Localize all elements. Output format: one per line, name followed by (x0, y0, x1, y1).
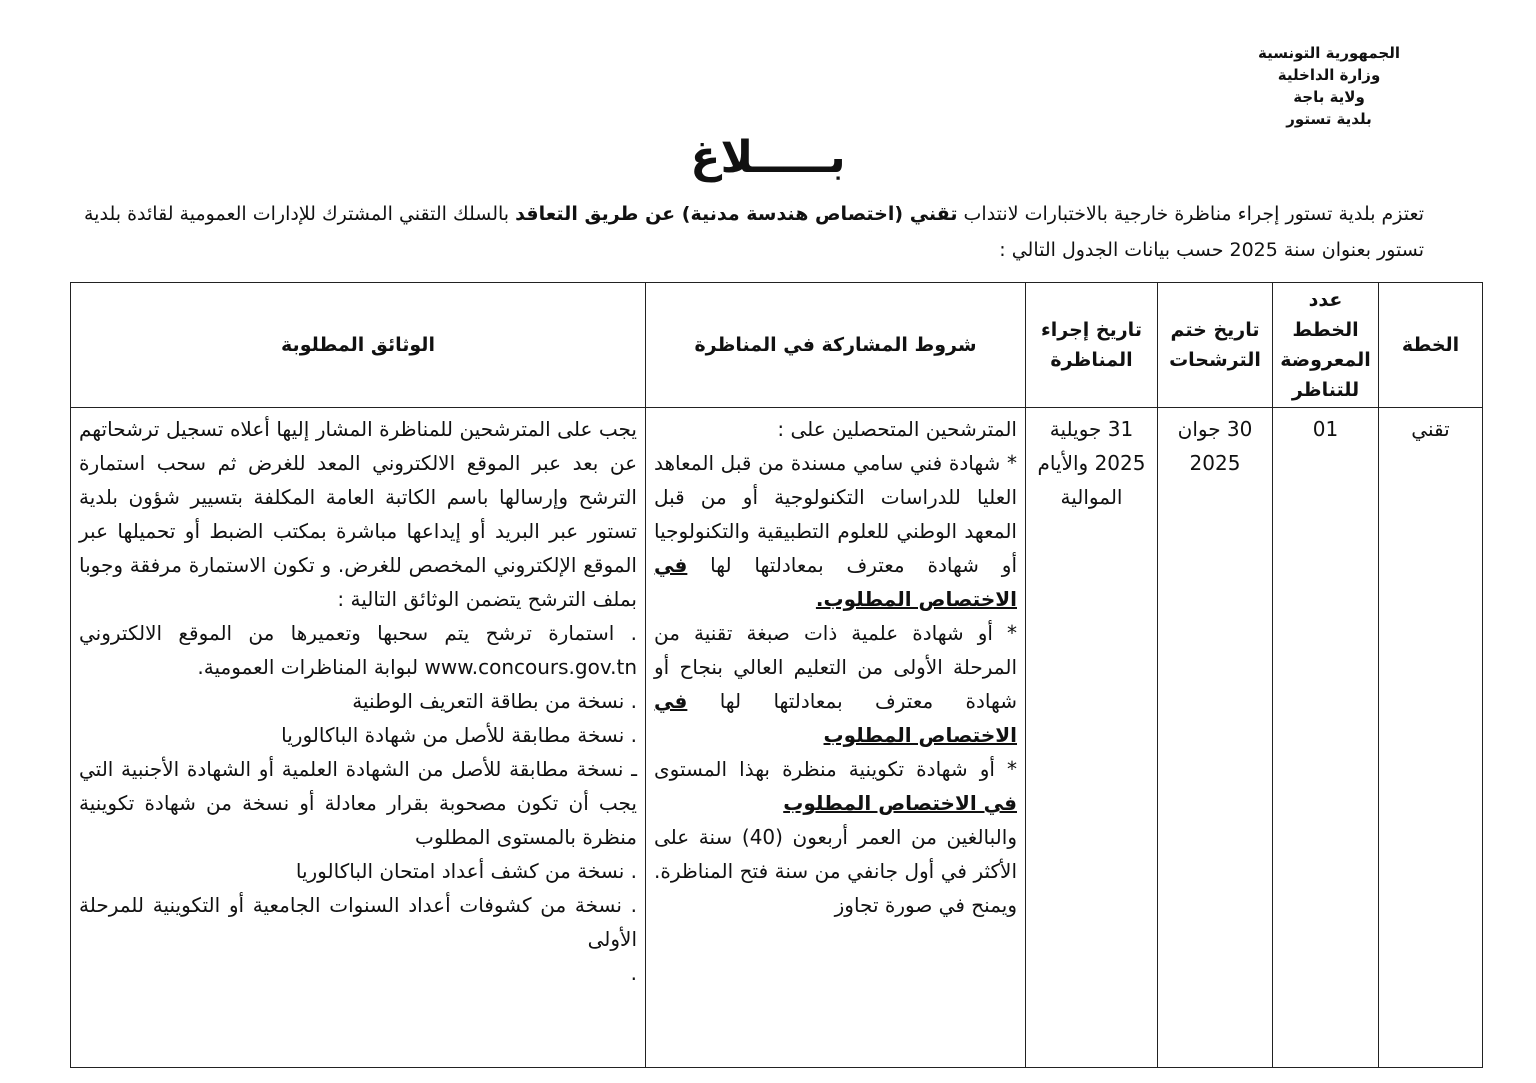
document-trail: . (630, 961, 637, 985)
document-text: لبوابة المناظرات العمومية. (197, 655, 425, 679)
condition-text: * أو شهادة تكوينية منظرة بهذا المستوى (654, 757, 1017, 781)
document-item (79, 616, 637, 684)
intro-bold-position: تقني (اختصاص هندسة مدنية) عن طريق التعاقد (515, 203, 958, 225)
condition-specialty: في الاختصاص المطلوب (783, 791, 1017, 815)
cell-plan: تقني (1379, 408, 1483, 1068)
documents-intro: يجب على المترشحين للمناظرة المشار إليها أعلاه تسجيل ترشحاتهم عن بعد عبر الموقع الالكتروني المعد للغرض ثم سحب استمارة الترشح وإرسالها باسم الكاتبة العامة المكلفة بتسيير شؤون بلدية تستور عبر البريد أو إيداعها مباشرة بمكتب الضبط أو تحميلها عبر الموقع الإلكتروني المخصص للغرض. و تكون الاستمارة مرفقة وجوبا بملف الترشح يتضمن الوثائق التالية : (79, 417, 637, 611)
document-text: . استمارة ترشح يتم سحبها وتعميرها من الموقع الالكتروني (79, 621, 637, 645)
header-ministry: وزارة الداخلية (1277, 66, 1381, 84)
table-row (71, 408, 1483, 1068)
condition-item (654, 752, 1017, 820)
header-municipality: بلدية تستور (1286, 110, 1372, 128)
cell-count: 01 (1273, 408, 1379, 1068)
table-header-row (71, 283, 1483, 408)
document-item: . نسخة من كشوفات أعداد السنوات الجامعية أو التكوينية للمرحلة الأولى (79, 893, 637, 951)
document-item: . نسخة مطابقة للأصل من شهادة الباكالوريا (281, 723, 637, 747)
header-country: الجمهورية التونسية (1258, 44, 1400, 62)
header-conditions: شروط المشاركة في المناظرة (646, 283, 1026, 408)
condition-age: والبالغين من العمر أربعون (40) سنة على الأكثر في أول جانفي من سنة فتح المناظرة. ويمنح في صورة تجاوز (654, 825, 1017, 917)
condition-item (654, 446, 1017, 616)
cell-exam-date: 31 جويلية 2025 والأيام الموالية (1026, 408, 1158, 1068)
condition-text: * شهادة فني سامي مسندة من قبل المعاهد العليا للدراسات التكنولوجية أو من قبل المعهد الوطني للعلوم التطبيقية والتكنولوجيا أو شهادة معترف بمعادلتها لها (654, 451, 1017, 577)
conditions-intro: المترشحين المتحصلين على : (777, 417, 1017, 441)
intro-text-1: تعتزم بلدية تستور إجراء مناظرة خارجية بالاختبارات لانتداب (957, 203, 1424, 225)
cell-deadline: 30 جوان 2025 (1158, 408, 1273, 1068)
intro-text-2: بالسلك التقني المشترك للإدارات العمومية لقائدة بلدية تستور بعنوان سنة 2025 حسب بيانات الجدول التالي : (84, 203, 1424, 261)
header-exam-date: تاريخ إجراء المناظرة (1026, 283, 1158, 408)
header-governorate: ولاية باجة (1293, 88, 1365, 106)
concours-website-link[interactable]: www.concours.gov.tn (424, 655, 637, 679)
header-plan: الخطة (1379, 283, 1483, 408)
issuer-header (1234, 42, 1424, 130)
header-documents: الوثائق المطلوبة (71, 283, 646, 408)
cell-documents (71, 408, 646, 1068)
page-title: بـــــلاغ (690, 132, 846, 183)
condition-text: * أو شهادة علمية ذات صبغة تقنية من المرحلة الأولى من التعليم العالي بنجاح أو شهادة معترف بمعادلتها لها (654, 621, 1017, 713)
intro-paragraph (84, 196, 1424, 268)
positions-table (70, 282, 1483, 1068)
header-deadline: تاريخ ختم الترشحات (1158, 283, 1273, 408)
condition-item (654, 616, 1017, 752)
cell-conditions (646, 408, 1026, 1068)
header-count: عدد الخطط المعروضة للتناظر (1273, 283, 1379, 408)
document-item: ـ نسخة مطابقة للأصل من الشهادة العلمية أو الشهادة الأجنبية التي يجب أن تكون مصحوبة بقرار معادلة أو نسخة من شهادة تكوينية منظرة بالمستوى المطلوب (79, 757, 637, 849)
document-item: . نسخة من بطاقة التعريف الوطنية (352, 689, 637, 713)
document-item: . نسخة من كشف أعداد امتحان الباكالوريا (295, 859, 637, 883)
condition-specialty: في الاختصاص المطلوب. (654, 553, 1017, 611)
condition-specialty: في الاختصاص المطلوب (654, 689, 1017, 747)
